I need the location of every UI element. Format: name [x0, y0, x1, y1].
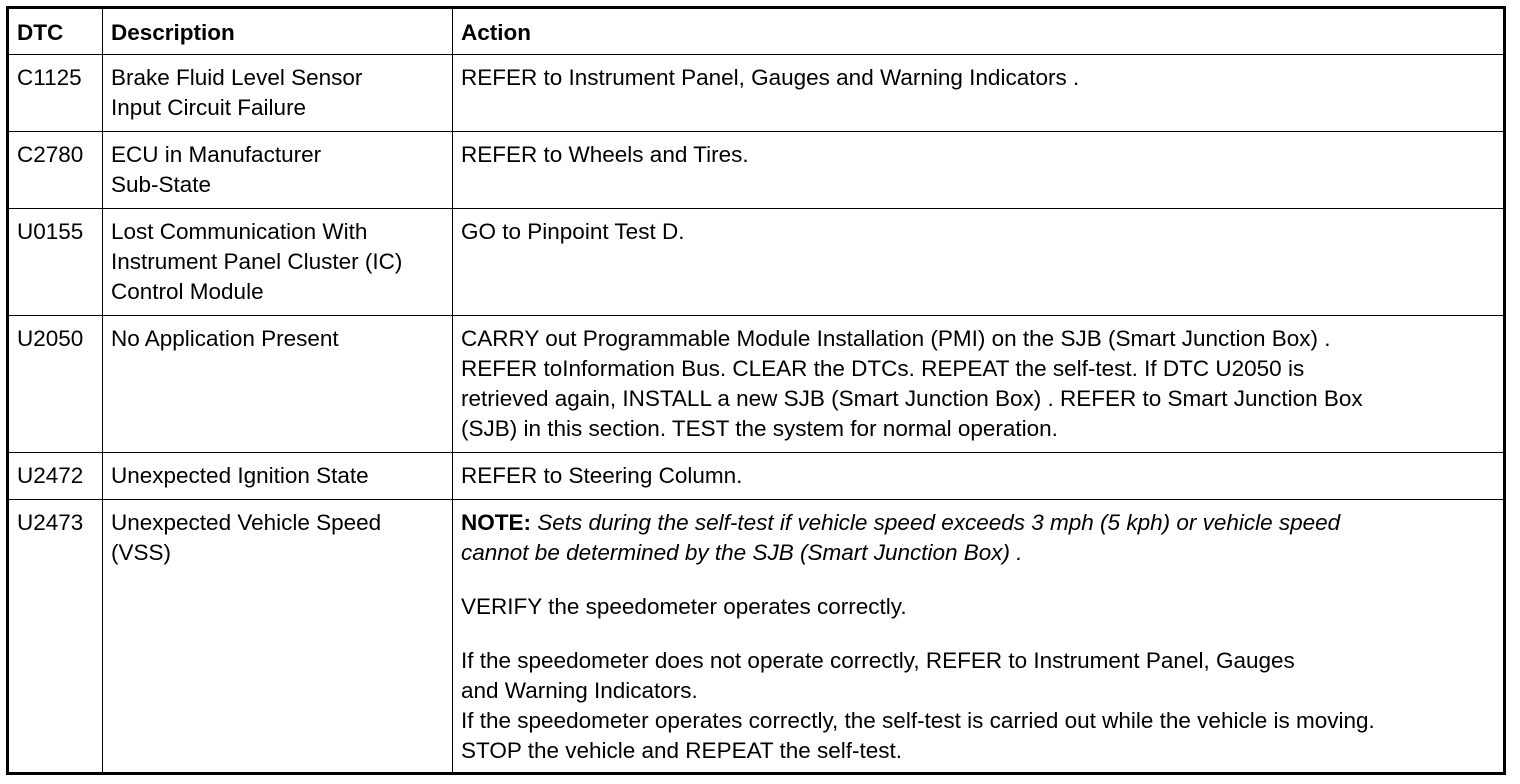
- action-line: (SJB) in this section. TEST the system for normal operation.: [461, 416, 1058, 441]
- description-line: (VSS): [111, 540, 172, 565]
- description-line: Instrument Panel Cluster (IC): [111, 249, 403, 274]
- action-line: REFER to Wheels and Tires.: [461, 142, 749, 167]
- paragraph-gap: [461, 622, 1495, 646]
- table-row: [8, 132, 1505, 209]
- action-line: GO to Pinpoint Test D.: [461, 219, 685, 244]
- dtc-code: U0155: [8, 209, 103, 316]
- action-line: REFER to Steering Column.: [461, 463, 743, 488]
- description-line: Input Circuit Failure: [111, 95, 307, 120]
- action-line: If the speedometer operates correctly, the self-test is carried out while the vehicle is moving.: [461, 708, 1375, 733]
- paragraph-gap: [461, 568, 1495, 592]
- header-description: Description: [103, 8, 453, 55]
- description-line: Unexpected Ignition State: [111, 463, 369, 488]
- dtc-action: [453, 316, 1505, 453]
- action-line: CARRY out Programmable Module Installation (PMI) on the SJB (Smart Junction Box) .: [461, 326, 1331, 351]
- description-line: No Application Present: [111, 326, 339, 351]
- action-line: retrieved again, INSTALL a new SJB (Smart Junction Box) . REFER to Smart Junction Box: [461, 386, 1363, 411]
- dtc-code: U2472: [8, 453, 103, 500]
- note-label: NOTE:: [461, 510, 531, 535]
- dtc-action: [453, 55, 1505, 132]
- note-line: [461, 508, 1495, 538]
- dtc-description: [103, 316, 453, 453]
- note-text: Sets during the self-test if vehicle speed exceeds 3 mph (5 kph) or vehicle speed: [531, 510, 1341, 535]
- dtc-code: U2473: [8, 500, 103, 774]
- description-line: Brake Fluid Level Sensor: [111, 65, 363, 90]
- description-line: Control Module: [111, 279, 264, 304]
- dtc-description: [103, 453, 453, 500]
- dtc-table: [6, 6, 1506, 775]
- table-header-row: [8, 8, 1505, 55]
- description-line: Unexpected Vehicle Speed: [111, 510, 382, 535]
- dtc-action: [453, 453, 1505, 500]
- action-line: REFER to Instrument Panel, Gauges and Warning Indicators .: [461, 65, 1080, 90]
- dtc-action: [453, 500, 1505, 774]
- table-row: [8, 209, 1505, 316]
- dtc-description: [103, 209, 453, 316]
- verify-line: VERIFY the speedometer operates correctly.: [461, 594, 907, 619]
- table-row: [8, 453, 1505, 500]
- dtc-action: [453, 132, 1505, 209]
- dtc-code: U2050: [8, 316, 103, 453]
- description-line: ECU in Manufacturer: [111, 142, 322, 167]
- description-line: Lost Communication With: [111, 219, 368, 244]
- dtc-code: C2780: [8, 132, 103, 209]
- dtc-action: [453, 209, 1505, 316]
- action-line: and Warning Indicators.: [461, 678, 698, 703]
- table-row: [8, 500, 1505, 774]
- description-line: Sub-State: [111, 172, 212, 197]
- dtc-code: C1125: [8, 55, 103, 132]
- action-line: REFER toInformation Bus. CLEAR the DTCs. REPEAT the self-test. If DTC U2050 is: [461, 356, 1305, 381]
- header-dtc: DTC: [8, 8, 103, 55]
- dtc-description: [103, 132, 453, 209]
- note-text: cannot be determined by the SJB (Smart Junction Box) .: [461, 540, 1023, 565]
- table-row: [8, 316, 1505, 453]
- table-row: [8, 55, 1505, 132]
- dtc-description: [103, 500, 453, 774]
- action-line: If the speedometer does not operate correctly, REFER to Instrument Panel, Gauges: [461, 648, 1295, 673]
- action-line: STOP the vehicle and REPEAT the self-test.: [461, 738, 903, 763]
- header-action: Action: [453, 8, 1505, 55]
- dtc-description: [103, 55, 453, 132]
